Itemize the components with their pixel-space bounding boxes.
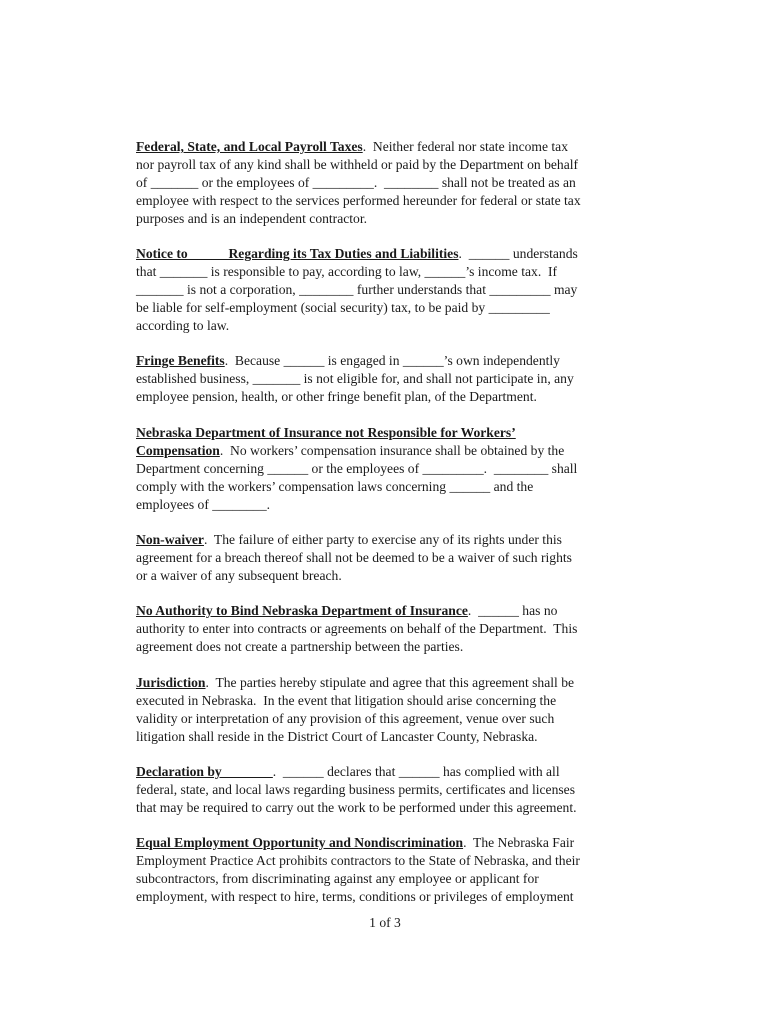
section-heading: Fringe Benefits — [136, 353, 225, 368]
section-text: be liable for self-employment (social security) tax, to be paid by _________ — [136, 300, 550, 315]
section-text: employees of ________. — [136, 497, 271, 512]
section-text: Department concerning ______ or the employees of _________. ________ shall — [136, 461, 578, 476]
section-declaration — [136, 763, 636, 817]
section-heading: Federal, State, and Local Payroll Taxes — [136, 139, 363, 154]
section-text: . Neither federal nor state income tax — [362, 139, 569, 154]
section-text: agreement for a breach thereof shall not be deemed to be a waiver of such rights — [136, 550, 572, 565]
section-text: employment, with respect to hire, terms, conditions or privileges of employment — [136, 889, 574, 904]
section-text: employee with respect to the services performed hereunder for federal or state tax — [136, 193, 581, 208]
section-heading-continued: Compensation — [136, 443, 220, 458]
section-text: nor payroll tax of any kind shall be withheld or paid by the Department on behalf — [136, 157, 579, 172]
section-text: established business, _______ is not eligible for, and shall not participate in, any — [136, 371, 574, 386]
section-text: validity or interpretation of any provision of this agreement, venue over such — [136, 711, 555, 726]
section-text: purposes and is an independent contractor. — [136, 211, 368, 226]
section-text: . The Nebraska Fair — [463, 835, 575, 850]
section-text: executed in Nebraska. In the event that litigation should arise concerning the — [136, 693, 557, 708]
section-tax-duties — [136, 245, 636, 335]
section-payroll-taxes — [136, 138, 636, 228]
section-text: that _______ is responsible to pay, according to law, ______’s income tax. If — [136, 264, 558, 279]
section-text: _______ is not a corporation, ________ further understands that _________ may — [136, 282, 578, 297]
section-fringe-benefits — [136, 352, 636, 406]
section-heading: No Authority to Bind Nebraska Department of Insurance — [136, 603, 468, 618]
section-text: authority to enter into contracts or agreements on behalf of the Department. This — [136, 621, 578, 636]
section-text: that may be required to carry out the work to be performed under this agreement. — [136, 800, 577, 815]
section-no-authority — [136, 602, 636, 656]
section-workers-compensation — [136, 424, 636, 514]
section-heading: Nebraska Department of Insurance not Responsible for Workers’ — [136, 425, 516, 440]
section-text: . The parties hereby stipulate and agree that this agreement shall be — [205, 675, 575, 690]
section-text: or a waiver of any subsequent breach. — [136, 568, 342, 583]
section-heading: Notice to _____ Regarding its Tax Duties and Liabilities — [136, 246, 459, 261]
section-non-waiver — [136, 531, 636, 585]
section-text: . The failure of either party to exercise any of its rights under this — [203, 532, 562, 547]
section-text: . ______ declares that ______ has complied with all — [272, 764, 560, 779]
section-text: agreement does not create a partnership between the parties. — [136, 639, 464, 654]
section-heading: Equal Employment Opportunity and Nondiscrimination — [136, 835, 464, 850]
section-heading: Non-waiver — [136, 532, 204, 547]
section-text: . No workers’ compensation insurance shall be obtained by the — [219, 443, 565, 458]
section-text: Employment Practice Act prohibits contractors to the State of Nebraska, and their — [136, 853, 580, 868]
section-text: according to law. — [136, 318, 230, 333]
section-text: litigation shall reside in the District Court of Lancaster County, Nebraska. — [136, 729, 538, 744]
section-text: subcontractors, from discriminating against any employee or applicant for — [136, 871, 539, 886]
section-text: . ______ understands — [458, 246, 578, 261]
section-text: comply with the workers’ compensation laws concerning ______ and the — [136, 479, 534, 494]
section-text: employee pension, health, or other fringe benefit plan, of the Department. — [136, 389, 537, 404]
section-heading: Declaration by _______ — [136, 764, 273, 779]
section-jurisdiction — [136, 674, 636, 746]
section-text: . Because ______ is engaged in ______’s own independently — [224, 353, 560, 368]
section-text: . ______ has no — [467, 603, 558, 618]
section-heading: Jurisdiction — [136, 675, 206, 690]
section-text: federal, state, and local laws regarding business permits, certificates and licenses — [136, 782, 575, 797]
page-number: 1 of 3 — [369, 915, 401, 930]
section-equal-employment — [136, 834, 636, 906]
section-text: of _______ or the employees of _________. ________ shall not be treated as an — [136, 175, 576, 190]
